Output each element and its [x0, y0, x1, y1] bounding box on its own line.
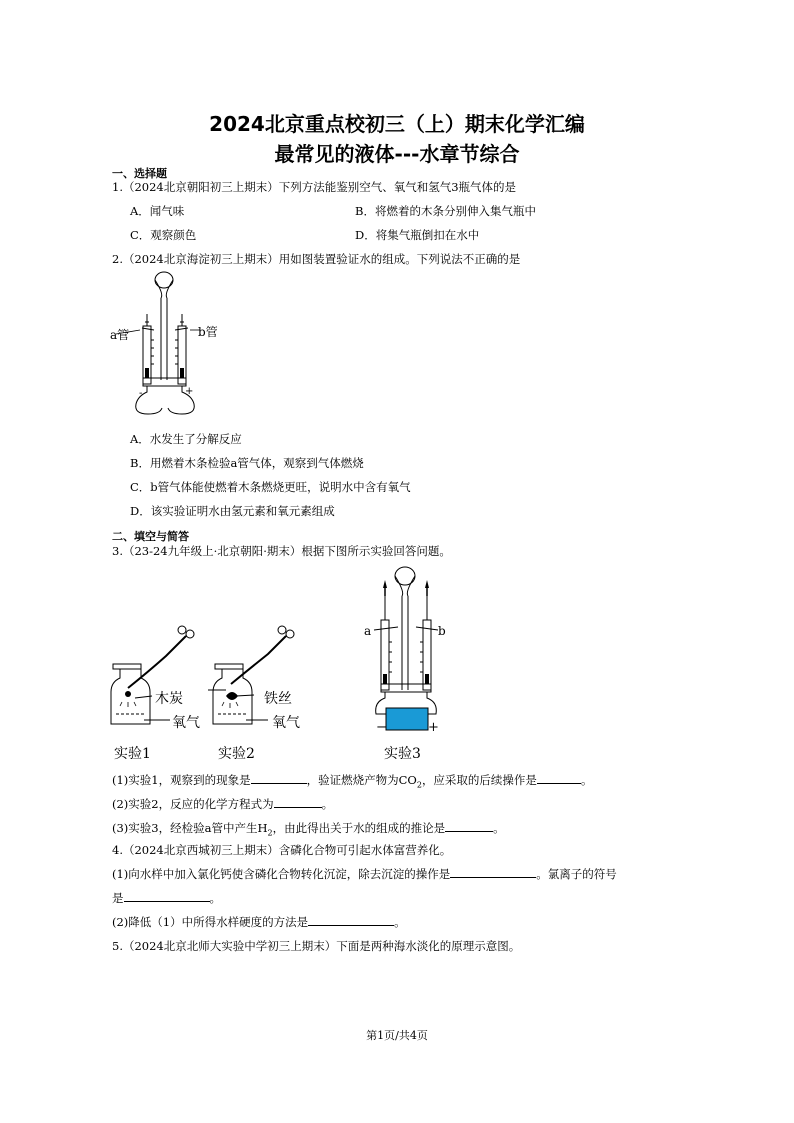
exp3-caption: 实验3 [384, 746, 421, 762]
question-2-option-b: B．用燃着木条检验a管气体，观察到气体燃烧 [130, 456, 364, 470]
tube-a-label: a管 [110, 328, 130, 342]
electrolysis-apparatus-figure-q3 [360, 562, 456, 740]
answer-blank[interactable] [445, 821, 493, 832]
question-4-part-1: (1)向水样中加入氯化钙使含磷化合物转化沉淀，除去沉淀的操作是 。氯离子的符号 [112, 867, 617, 881]
question-2-option-a: A．水发生了分解反应 [130, 432, 242, 446]
question-4-part-2: (2)降低（1）中所得水样硬度的方法是 。 [112, 915, 406, 929]
section-heading-choice: 一、选择题 [112, 167, 167, 180]
page-title: 2024北京重点校初三（上）期末化学汇编 [209, 112, 585, 136]
exp1-charcoal-label: 木炭 [155, 691, 183, 707]
page-number: 第1页/共4页 [366, 1029, 428, 1042]
question-3-part-2: (2)实验2，反应的化学方程式为 。 [112, 797, 334, 811]
question-2-option-d: D．该实验证明水由氢元素和氧元素组成 [130, 504, 335, 518]
electrode-plus-label: + [185, 386, 194, 397]
page-subtitle: 最常见的液体---水章节综合 [274, 142, 520, 166]
question-1-stem: 1.（2024北京朝阳初三上期末）下列方法能鉴别空气、氧气和氢气3瓶气体的是 [112, 180, 517, 194]
question-1-option-b: B．将燃着的木条分别伸入集气瓶中 [355, 204, 536, 218]
answer-blank[interactable] [537, 773, 581, 784]
electrode-minus-label: - [139, 388, 143, 399]
exp2-iron-label: 铁丝 [264, 691, 292, 707]
section-heading-fill: 二、填空与简答 [112, 530, 189, 543]
electrolysis-apparatus-figure-q2 [108, 268, 228, 420]
question-3-stem: 3.（23-24九年级上·北京朝阳·期末）根据下图所示实验回答问题。 [112, 544, 451, 558]
battery-icon [386, 708, 428, 730]
exp3-tube-a-label: a [364, 624, 372, 638]
question-4-part-1-continued: 是 。 [112, 891, 221, 905]
exp3-minus-label: − [376, 720, 387, 735]
exp1-oxygen-label: 氧气 [172, 715, 200, 731]
question-4-stem: 4.（2024北京西城初三上期末）含磷化合物可引起水体富营养化。 [112, 843, 452, 857]
question-1-option-a: A．闻气味 [130, 204, 185, 218]
answer-blank[interactable] [308, 915, 394, 926]
question-1-option-c: C．观察颜色 [130, 228, 197, 242]
answer-blank[interactable] [274, 797, 322, 808]
exp3-plus-label: + [428, 720, 439, 735]
answer-blank[interactable] [251, 773, 307, 784]
answer-blank[interactable] [124, 891, 210, 902]
exp3-tube-b-label: b [438, 624, 446, 638]
exp2-oxygen-label: 氧气 [272, 715, 300, 731]
question-3-part-1: (1)实验1，观察到的现象是 ，验证燃烧产物为$CO_2$，应采取的后续操作是 。 [112, 773, 593, 790]
question-1-option-d: D．将集气瓶倒扣在水中 [355, 228, 480, 242]
exp2-caption: 实验2 [218, 746, 255, 762]
tube-b-label: b管 [198, 325, 218, 339]
question-3-part-3: (3)实验3，经检验a管中产生$H_2$，由此得出关于水的组成的推论是 。 [112, 821, 505, 838]
answer-blank[interactable] [450, 867, 536, 878]
question-2-stem: 2.（2024北京海淀初三上期末）用如图装置验证水的组成。下列说法不正确的是 [112, 252, 521, 266]
question-2-option-c: C．b管气体能使燃着木条燃烧更旺，说明水中含有氧气 [130, 480, 411, 494]
exp1-caption: 实验1 [114, 746, 151, 762]
question-5-stem: 5.（2024北京北师大实验中学初三上期末）下面是两种海水淡化的原理示意图。 [112, 939, 521, 953]
